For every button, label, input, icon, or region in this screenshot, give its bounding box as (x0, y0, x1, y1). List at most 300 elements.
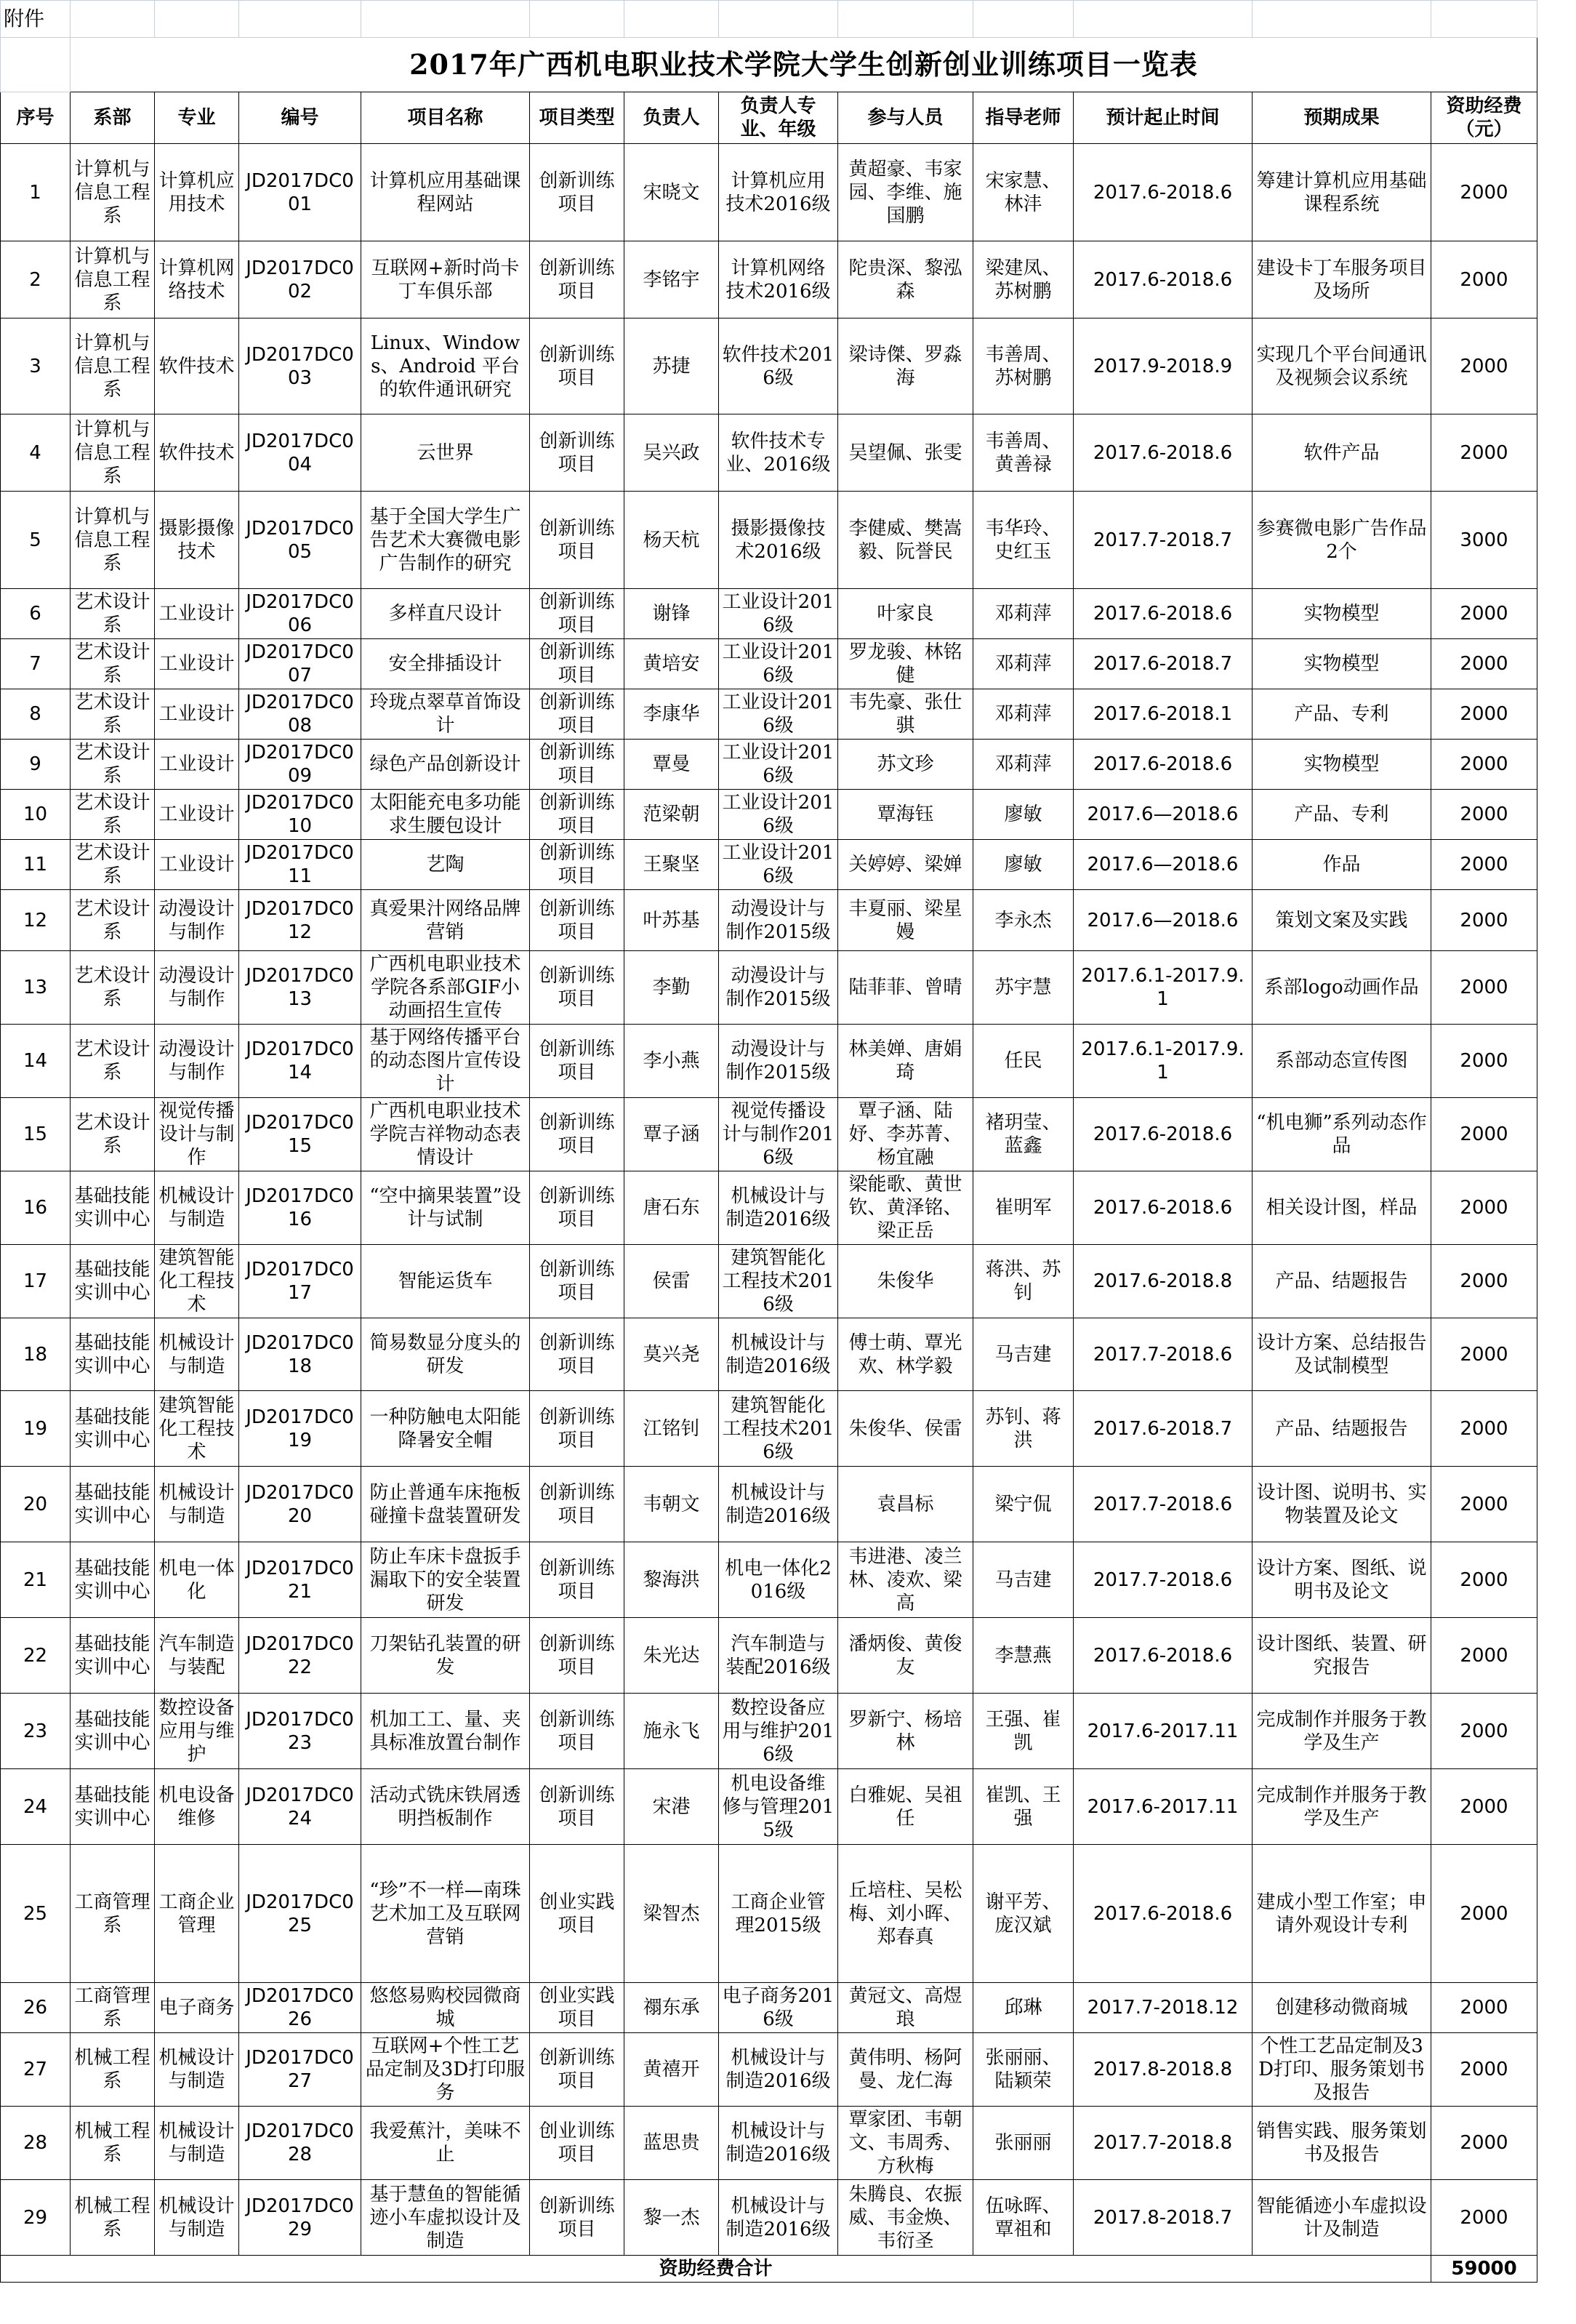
major-cell: 工业设计 (155, 689, 239, 740)
major-cell: 电子商务 (155, 1983, 239, 2033)
row-number-cell: 20 (1, 1467, 71, 1542)
funding-cell: 2000 (1431, 1845, 1537, 1983)
participants-cell: 覃家团、韦朝文、韦周秀、方秋梅 (838, 2107, 973, 2180)
column-header: 预期成果 (1253, 92, 1431, 144)
department-cell: 计算机与信息工程系 (71, 414, 155, 492)
advisor-cell: 邓莉萍 (973, 589, 1074, 639)
project-type-cell: 创新训练项目 (530, 492, 624, 589)
participants-cell: 覃子涵、陆妤、李苏菁、杨宜融 (838, 1098, 973, 1171)
project-code-cell: JD2017DC018 (239, 1318, 361, 1391)
column-header: 预计起止时间 (1074, 92, 1253, 144)
department-cell: 基础技能实训中心 (71, 1618, 155, 1694)
period-cell: 2017.6—2018.6 (1074, 890, 1253, 951)
major-cell: 机械设计与制造 (155, 1318, 239, 1391)
table-row (1, 740, 1537, 790)
expected-outcome-cell: 系部动态宣传图 (1253, 1025, 1431, 1098)
expected-outcome-cell: 实现几个平台间通讯及视频会议系统 (1253, 318, 1431, 414)
row-number-cell: 17 (1, 1245, 71, 1318)
advisor-cell: 韦善周、苏树鹏 (973, 318, 1074, 414)
leader-cell: 苏捷 (624, 318, 719, 414)
row-number-cell: 29 (1, 2180, 71, 2256)
expected-outcome-cell: 创建移动微商城 (1253, 1983, 1431, 2033)
major-cell: 工商企业管理 (155, 1845, 239, 1983)
funding-cell: 3000 (1431, 492, 1537, 589)
participants-cell: 朱腾良、农振威、韦金焕、韦衍圣 (838, 2180, 973, 2256)
funding-cell: 2000 (1431, 1025, 1537, 1098)
row-number-cell: 22 (1, 1618, 71, 1694)
department-cell: 机械工程系 (71, 2107, 155, 2180)
funding-cell: 2000 (1431, 589, 1537, 639)
funding-cell: 2000 (1431, 740, 1537, 790)
department-cell: 艺术设计系 (71, 790, 155, 840)
department-cell: 艺术设计系 (71, 1098, 155, 1171)
advisor-cell: 马吉建 (973, 1542, 1074, 1618)
expected-outcome-cell: “机电狮”系列动态作品 (1253, 1098, 1431, 1171)
project-name-cell: 简易数显分度头的研发 (361, 1318, 530, 1391)
project-code-cell: JD2017DC009 (239, 740, 361, 790)
department-cell: 计算机与信息工程系 (71, 318, 155, 414)
funding-cell: 2000 (1431, 840, 1537, 890)
period-cell: 2017.7-2018.8 (1074, 2107, 1253, 2180)
funding-cell: 2000 (1431, 241, 1537, 318)
leader-cell: 李勤 (624, 951, 719, 1025)
column-header: 参与人员 (838, 92, 973, 144)
column-header: 系部 (71, 92, 155, 144)
period-cell: 2017.7-2018.12 (1074, 1983, 1253, 2033)
project-type-cell: 创新训练项目 (530, 1542, 624, 1618)
period-cell: 2017.8-2018.8 (1074, 2033, 1253, 2107)
project-name-cell: “珍”不一样—南珠艺术加工及互联网营销 (361, 1845, 530, 1983)
major-cell: 工业设计 (155, 840, 239, 890)
period-cell: 2017.6-2018.8 (1074, 1245, 1253, 1318)
expected-outcome-cell: 实物模型 (1253, 589, 1431, 639)
funding-cell: 2000 (1431, 1769, 1537, 1845)
column-header: 专业 (155, 92, 239, 144)
table-row (1, 840, 1537, 890)
project-name-cell: 多样直尺设计 (361, 589, 530, 639)
project-type-cell: 创新训练项目 (530, 840, 624, 890)
participants-cell: 罗龙骏、林铭健 (838, 639, 973, 689)
project-code-cell: JD2017DC019 (239, 1391, 361, 1467)
leader-cell: 侯雷 (624, 1245, 719, 1318)
project-type-cell: 创新训练项目 (530, 1694, 624, 1769)
row-number-cell: 10 (1, 790, 71, 840)
row-number-cell: 13 (1, 951, 71, 1025)
funding-cell: 2000 (1431, 890, 1537, 951)
period-cell: 2017.6-2017.11 (1074, 1694, 1253, 1769)
leader-cell: 李康华 (624, 689, 719, 740)
expected-outcome-cell: 实物模型 (1253, 639, 1431, 689)
major-cell: 机械设计与制造 (155, 2033, 239, 2107)
project-type-cell: 创新训练项目 (530, 790, 624, 840)
period-cell: 2017.6-2018.7 (1074, 639, 1253, 689)
expected-outcome-cell: 筹建计算机应用基础课程系统 (1253, 144, 1431, 241)
project-type-cell: 创新训练项目 (530, 144, 624, 241)
project-type-cell: 创新训练项目 (530, 1618, 624, 1694)
table-row (1, 1391, 1537, 1467)
project-type-cell: 创新训练项目 (530, 1769, 624, 1845)
project-type-cell: 创新训练项目 (530, 2033, 624, 2107)
participants-cell: 白雅妮、吴祖任 (838, 1769, 973, 1845)
expected-outcome-cell: 设计图纸、装置、研究报告 (1253, 1618, 1431, 1694)
project-name-cell: 防止车床卡盘扳手漏取下的安全装置研发 (361, 1542, 530, 1618)
department-cell: 艺术设计系 (71, 890, 155, 951)
participants-cell: 吴望佩、张雯 (838, 414, 973, 492)
leader-major-grade-cell: 工业设计2016级 (719, 689, 838, 740)
expected-outcome-cell: 销售实践、服务策划书及报告 (1253, 2107, 1431, 2180)
table-row (1, 241, 1537, 318)
project-code-cell: JD2017DC027 (239, 2033, 361, 2107)
leader-major-grade-cell: 数控设备应用与维护2016级 (719, 1694, 838, 1769)
major-cell: 软件技术 (155, 318, 239, 414)
participants-cell: 林美婵、唐娟琦 (838, 1025, 973, 1098)
funding-cell: 2000 (1431, 414, 1537, 492)
leader-cell: 黎海洪 (624, 1542, 719, 1618)
period-cell: 2017.8-2018.7 (1074, 2180, 1253, 2256)
project-code-cell: JD2017DC021 (239, 1542, 361, 1618)
leader-cell: 李铭宇 (624, 241, 719, 318)
project-code-cell: JD2017DC020 (239, 1467, 361, 1542)
advisor-cell: 苏宇慧 (973, 951, 1074, 1025)
project-name-cell: 广西机电职业技术学院吉祥物动态表情设计 (361, 1098, 530, 1171)
period-cell: 2017.6.1-2017.9.1 (1074, 1025, 1253, 1098)
table-row (1, 1618, 1537, 1694)
department-cell: 基础技能实训中心 (71, 1694, 155, 1769)
leader-major-grade-cell: 工商企业管理2015级 (719, 1845, 838, 1983)
project-type-cell: 创新训练项目 (530, 414, 624, 492)
major-cell: 建筑智能化工程技术 (155, 1245, 239, 1318)
period-cell: 2017.6-2018.6 (1074, 144, 1253, 241)
participants-cell: 陆菲菲、曾晴 (838, 951, 973, 1025)
funding-cell: 2000 (1431, 639, 1537, 689)
table-row (1, 144, 1537, 241)
participants-cell: 陀贵深、黎泓森 (838, 241, 973, 318)
row-number-cell: 11 (1, 840, 71, 890)
leader-major-grade-cell: 建筑智能化工程技术2016级 (719, 1245, 838, 1318)
table-row (1, 1694, 1537, 1769)
leader-cell: 杨天杭 (624, 492, 719, 589)
funding-cell: 2000 (1431, 1245, 1537, 1318)
project-name-cell: 智能运货车 (361, 1245, 530, 1318)
funding-cell: 2000 (1431, 1618, 1537, 1694)
leader-cell: 范梁朝 (624, 790, 719, 840)
column-header: 编号 (239, 92, 361, 144)
major-cell: 机械设计与制造 (155, 1467, 239, 1542)
leader-major-grade-cell: 摄影摄像技术2016级 (719, 492, 838, 589)
period-cell: 2017.6-2018.6 (1074, 414, 1253, 492)
major-cell: 计算机应用技术 (155, 144, 239, 241)
table-row (1, 2180, 1537, 2256)
row-number-cell: 16 (1, 1171, 71, 1245)
period-cell: 2017.6—2018.6 (1074, 790, 1253, 840)
project-type-cell: 创新训练项目 (530, 318, 624, 414)
column-header: 负责人 (624, 92, 719, 144)
advisor-cell: 任民 (973, 1025, 1074, 1098)
participants-cell: 关婷婷、梁婵 (838, 840, 973, 890)
row-number-cell: 1 (1, 144, 71, 241)
project-name-cell: 防止普通车床拖板碰撞卡盘装置研发 (361, 1467, 530, 1542)
expected-outcome-cell: 软件产品 (1253, 414, 1431, 492)
funding-cell: 2000 (1431, 1098, 1537, 1171)
table-row (1, 790, 1537, 840)
project-name-cell: Linux、Windows、Android 平台的软件通讯研究 (361, 318, 530, 414)
period-cell: 2017.6-2017.11 (1074, 1769, 1253, 1845)
leader-major-grade-cell: 计算机应用技术2016级 (719, 144, 838, 241)
department-cell: 基础技能实训中心 (71, 1318, 155, 1391)
row-number-cell: 23 (1, 1694, 71, 1769)
row-number-cell: 27 (1, 2033, 71, 2107)
project-code-cell: JD2017DC029 (239, 2180, 361, 2256)
project-name-cell: 刀架钻孔装置的研发 (361, 1618, 530, 1694)
advisor-cell: 邓莉萍 (973, 689, 1074, 740)
leader-major-grade-cell: 动漫设计与制作2015级 (719, 890, 838, 951)
expected-outcome-cell: 完成制作并服务于教学及生产 (1253, 1769, 1431, 1845)
major-cell: 机械设计与制造 (155, 2107, 239, 2180)
project-name-cell: 基于全国大学生广告艺术大赛微电影广告制作的研究 (361, 492, 530, 589)
column-header: 项目类型 (530, 92, 624, 144)
participants-cell: 丰夏丽、梁星嫚 (838, 890, 973, 951)
department-cell: 艺术设计系 (71, 951, 155, 1025)
row-number-cell: 5 (1, 492, 71, 589)
participants-cell: 潘炳俊、黄俊友 (838, 1618, 973, 1694)
row-number-cell: 28 (1, 2107, 71, 2180)
participants-cell: 丘培柱、吴松梅、刘小晖、郑春真 (838, 1845, 973, 1983)
project-code-cell: JD2017DC022 (239, 1618, 361, 1694)
column-header: 负责人专业、年级 (719, 92, 838, 144)
row-number-cell: 9 (1, 740, 71, 790)
advisor-cell: 梁宁侃 (973, 1467, 1074, 1542)
advisor-cell: 邱琳 (973, 1983, 1074, 2033)
leader-cell: 朱光达 (624, 1618, 719, 1694)
department-cell: 艺术设计系 (71, 840, 155, 890)
row-number-cell: 6 (1, 589, 71, 639)
funding-cell: 2000 (1431, 318, 1537, 414)
leader-cell: 宋港 (624, 1769, 719, 1845)
row-number-cell: 2 (1, 241, 71, 318)
expected-outcome-cell: 建设卡丁车服务项目及场所 (1253, 241, 1431, 318)
leader-major-grade-cell: 工业设计2016级 (719, 740, 838, 790)
project-name-cell: 安全排插设计 (361, 639, 530, 689)
leader-major-grade-cell: 机电设备维修与管理2015级 (719, 1769, 838, 1845)
leader-major-grade-cell: 工业设计2016级 (719, 639, 838, 689)
period-cell: 2017.6.1-2017.9.1 (1074, 951, 1253, 1025)
department-cell: 机械工程系 (71, 2033, 155, 2107)
period-cell: 2017.6—2018.6 (1074, 840, 1253, 890)
participants-cell: 苏文珍 (838, 740, 973, 790)
major-cell: 机械设计与制造 (155, 1171, 239, 1245)
leader-cell: 梁智杰 (624, 1845, 719, 1983)
column-header: 指导老师 (973, 92, 1074, 144)
major-cell: 汽车制造与装配 (155, 1618, 239, 1694)
row-number-cell: 3 (1, 318, 71, 414)
leader-cell: 黄培安 (624, 639, 719, 689)
table-row (1, 1769, 1537, 1845)
leader-major-grade-cell: 动漫设计与制作2015级 (719, 951, 838, 1025)
table-row (1, 1098, 1537, 1171)
advisor-cell: 邓莉萍 (973, 639, 1074, 689)
leader-cell: 吴兴政 (624, 414, 719, 492)
table-row (1, 1318, 1537, 1391)
period-cell: 2017.6-2018.6 (1074, 1845, 1253, 1983)
project-code-cell: JD2017DC015 (239, 1098, 361, 1171)
row-number-cell: 21 (1, 1542, 71, 1618)
expected-outcome-cell: 设计图、说明书、实物装置及论文 (1253, 1467, 1431, 1542)
leader-major-grade-cell: 机械设计与制造2016级 (719, 2107, 838, 2180)
column-header: 序号 (1, 92, 71, 144)
project-name-cell: “空中摘果装置”设计与试制 (361, 1171, 530, 1245)
project-type-cell: 创业训练项目 (530, 2107, 624, 2180)
row-number-cell: 26 (1, 1983, 71, 2033)
leader-cell: 韦朝文 (624, 1467, 719, 1542)
header-row (1, 92, 1537, 144)
column-header: 资助经费（元） (1431, 92, 1537, 144)
department-cell: 计算机与信息工程系 (71, 144, 155, 241)
row-number-cell: 25 (1, 1845, 71, 1983)
major-cell: 动漫设计与制作 (155, 1025, 239, 1098)
project-type-cell: 创新训练项目 (530, 1318, 624, 1391)
period-cell: 2017.6-2018.6 (1074, 1171, 1253, 1245)
department-cell: 艺术设计系 (71, 740, 155, 790)
leader-major-grade-cell: 计算机网络技术2016级 (719, 241, 838, 318)
department-cell: 艺术设计系 (71, 689, 155, 740)
project-type-cell: 创新训练项目 (530, 589, 624, 639)
major-cell: 建筑智能化工程技术 (155, 1391, 239, 1467)
leader-major-grade-cell: 机械设计与制造2016级 (719, 1467, 838, 1542)
expected-outcome-cell: 建成小型工作室；申请外观设计专利 (1253, 1845, 1431, 1983)
table-row (1, 1467, 1537, 1542)
department-cell: 基础技能实训中心 (71, 1542, 155, 1618)
participants-cell: 傅士萌、覃光欢、林学毅 (838, 1318, 973, 1391)
table-row (1, 2033, 1537, 2107)
participants-cell: 罗新宁、杨培林 (838, 1694, 973, 1769)
major-cell: 工业设计 (155, 790, 239, 840)
project-type-cell: 创新训练项目 (530, 241, 624, 318)
period-cell: 2017.9-2018.9 (1074, 318, 1253, 414)
funding-cell: 2000 (1431, 1318, 1537, 1391)
project-name-cell: 活动式铣床铁屑透明挡板制作 (361, 1769, 530, 1845)
expected-outcome-cell: 相关设计图，样品 (1253, 1171, 1431, 1245)
project-type-cell: 创新训练项目 (530, 1467, 624, 1542)
participants-cell: 黄伟明、杨阿曼、龙仁海 (838, 2033, 973, 2107)
period-cell: 2017.6-2018.6 (1074, 1098, 1253, 1171)
leader-major-grade-cell: 电子商务2016级 (719, 1983, 838, 2033)
participants-cell: 朱俊华、侯雷 (838, 1391, 973, 1467)
project-name-cell: 一种防触电太阳能降暑安全帽 (361, 1391, 530, 1467)
project-code-cell: JD2017DC024 (239, 1769, 361, 1845)
table-row (1, 689, 1537, 740)
period-cell: 2017.7-2018.7 (1074, 492, 1253, 589)
participants-cell: 韦进港、凌兰林、凌欢、梁高 (838, 1542, 973, 1618)
expected-outcome-cell: 智能循迹小车虚拟设计及制造 (1253, 2180, 1431, 2256)
advisor-cell: 谢平芳、庞汉斌 (973, 1845, 1074, 1983)
advisor-cell: 蒋洪、苏钊 (973, 1245, 1074, 1318)
funding-cell: 2000 (1431, 1542, 1537, 1618)
leader-major-grade-cell: 软件技术2016级 (719, 318, 838, 414)
funding-cell: 2000 (1431, 2107, 1537, 2180)
project-name-cell: 互联网+新时尚卡丁车俱乐部 (361, 241, 530, 318)
expected-outcome-cell: 设计方案、总结报告及试制模型 (1253, 1318, 1431, 1391)
row-number-cell: 15 (1, 1098, 71, 1171)
table-row (1, 2107, 1537, 2180)
period-cell: 2017.6-2018.6 (1074, 241, 1253, 318)
row-number-cell: 7 (1, 639, 71, 689)
department-cell: 基础技能实训中心 (71, 1769, 155, 1845)
funding-cell: 2000 (1431, 1391, 1537, 1467)
period-cell: 2017.7-2018.6 (1074, 1467, 1253, 1542)
leader-major-grade-cell: 机电一体化2016级 (719, 1542, 838, 1618)
leader-major-grade-cell: 动漫设计与制作2015级 (719, 1025, 838, 1098)
participants-cell: 覃海钰 (838, 790, 973, 840)
major-cell: 工业设计 (155, 639, 239, 689)
period-cell: 2017.6-2018.6 (1074, 1618, 1253, 1694)
advisor-cell: 褚玥莹、蓝鑫 (973, 1098, 1074, 1171)
project-name-cell: 基于慧鱼的智能循迹小车虚拟设计及制造 (361, 2180, 530, 2256)
major-cell: 动漫设计与制作 (155, 951, 239, 1025)
project-code-cell: JD2017DC026 (239, 1983, 361, 2033)
advisor-cell: 李永杰 (973, 890, 1074, 951)
table-row (1, 1025, 1537, 1098)
participants-cell: 叶家良 (838, 589, 973, 639)
department-cell: 艺术设计系 (71, 1025, 155, 1098)
project-type-cell: 创新训练项目 (530, 1245, 624, 1318)
project-type-cell: 创新训练项目 (530, 740, 624, 790)
advisor-cell: 王强、崔凯 (973, 1694, 1074, 1769)
project-code-cell: JD2017DC014 (239, 1025, 361, 1098)
department-cell: 计算机与信息工程系 (71, 241, 155, 318)
project-type-cell: 创新训练项目 (530, 1391, 624, 1467)
project-type-cell: 创新训练项目 (530, 639, 624, 689)
advisor-cell: 崔明军 (973, 1171, 1074, 1245)
project-code-cell: JD2017DC016 (239, 1171, 361, 1245)
advisor-cell: 宋家慧、林沣 (973, 144, 1074, 241)
project-code-cell: JD2017DC002 (239, 241, 361, 318)
funding-cell: 2000 (1431, 1171, 1537, 1245)
period-cell: 2017.7-2018.6 (1074, 1542, 1253, 1618)
project-code-cell: JD2017DC001 (239, 144, 361, 241)
project-name-cell: 基于网络传播平台的动态图片宣传设计 (361, 1025, 530, 1098)
department-cell: 机械工程系 (71, 2180, 155, 2256)
advisor-cell: 伍咏晖、覃祖和 (973, 2180, 1074, 2256)
advisor-cell: 苏钊、蒋洪 (973, 1391, 1074, 1467)
leader-major-grade-cell: 机械设计与制造2016级 (719, 2033, 838, 2107)
leader-major-grade-cell: 建筑智能化工程技术2016级 (719, 1391, 838, 1467)
major-cell: 机电一体化 (155, 1542, 239, 1618)
advisor-cell: 韦善周、黄善禄 (973, 414, 1074, 492)
row-number-cell: 8 (1, 689, 71, 740)
project-type-cell: 创新训练项目 (530, 689, 624, 740)
table-row (1, 1845, 1537, 1983)
expected-outcome-cell: 参赛微电影广告作品2个 (1253, 492, 1431, 589)
department-cell: 基础技能实训中心 (71, 1171, 155, 1245)
column-header: 项目名称 (361, 92, 530, 144)
project-type-cell: 创新训练项目 (530, 1098, 624, 1171)
leader-cell: 江铭钊 (624, 1391, 719, 1467)
leader-cell: 覃子涵 (624, 1098, 719, 1171)
major-cell: 工业设计 (155, 589, 239, 639)
participants-cell: 朱俊华 (838, 1245, 973, 1318)
funding-cell: 2000 (1431, 689, 1537, 740)
participants-cell: 袁昌标 (838, 1467, 973, 1542)
project-name-cell: 计算机应用基础课程网站 (361, 144, 530, 241)
expected-outcome-cell: 产品、专利 (1253, 689, 1431, 740)
advisor-cell: 张丽丽 (973, 2107, 1074, 2180)
expected-outcome-cell: 作品 (1253, 840, 1431, 890)
participants-cell: 梁能歌、黄世钦、黄泽铭、梁正岳 (838, 1171, 973, 1245)
table-row (1, 414, 1537, 492)
leader-major-grade-cell: 机械设计与制造2016级 (719, 1171, 838, 1245)
leader-major-grade-cell: 软件技术专业、2016级 (719, 414, 838, 492)
leader-cell: 黎一杰 (624, 2180, 719, 2256)
